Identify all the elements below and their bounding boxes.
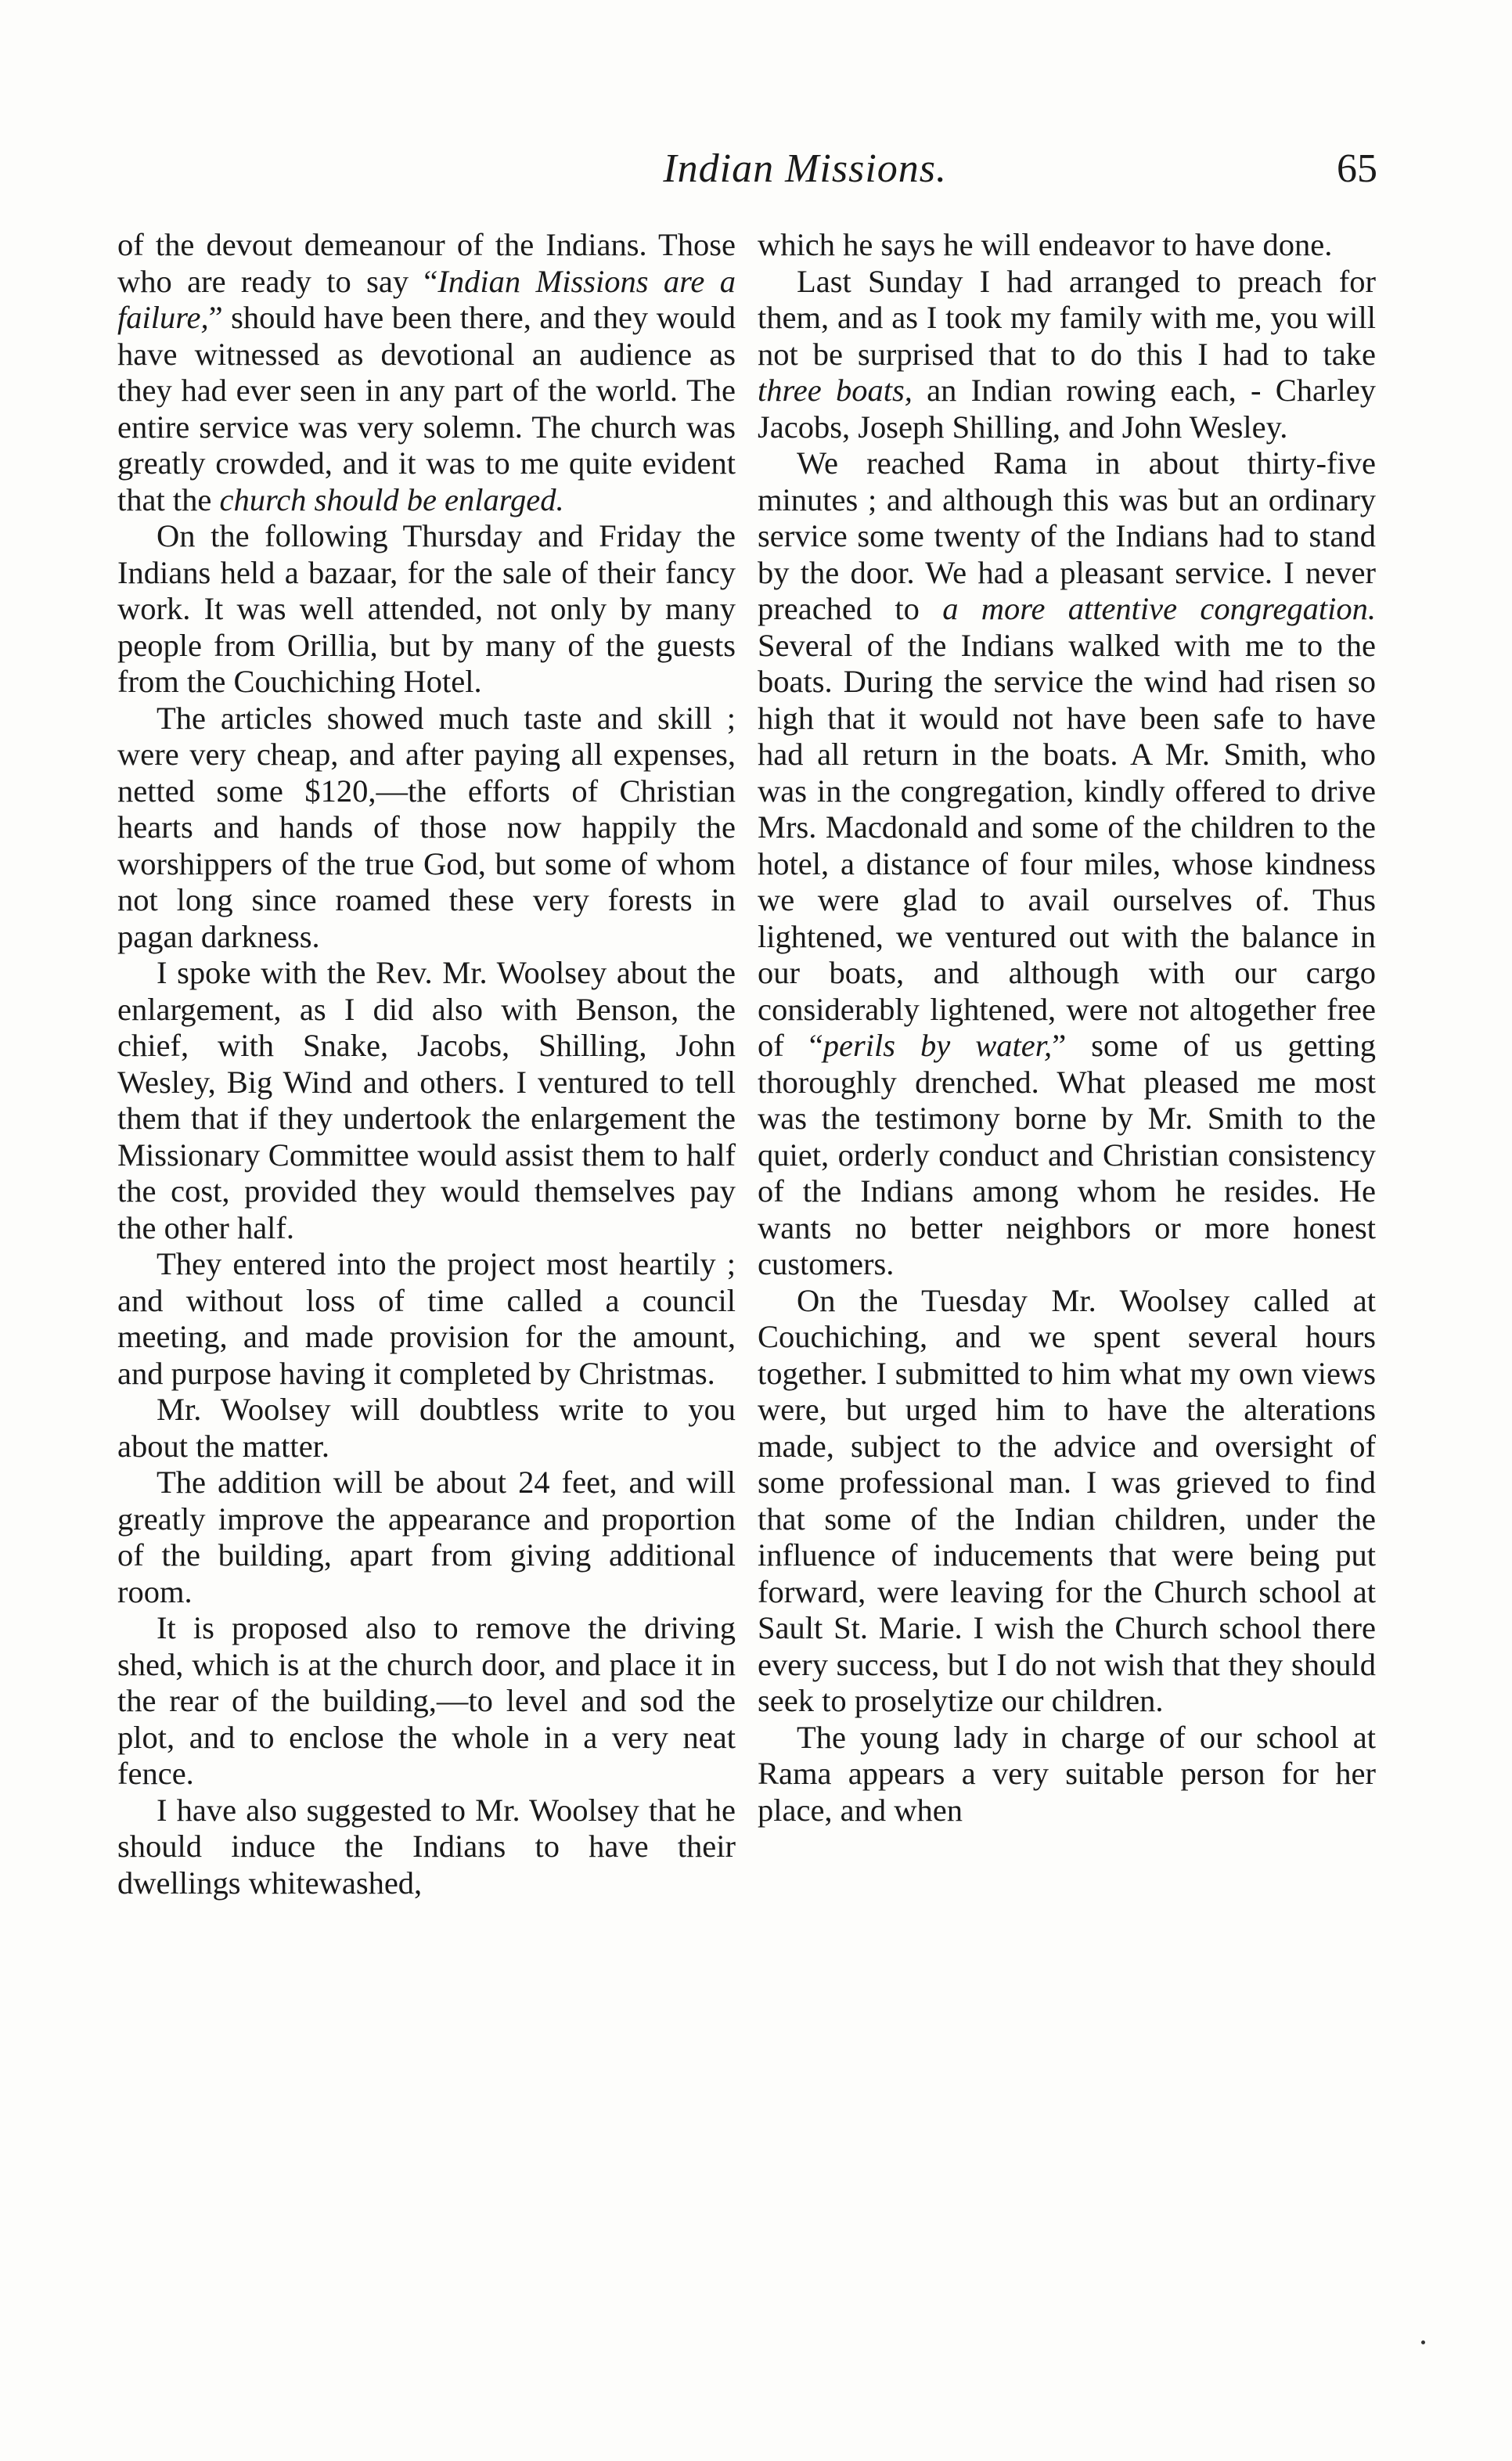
right-paragraph-1: which he says he will endeavor to have done. bbox=[758, 227, 1333, 262]
left-paragraph-5: They entered into the project most heartily ; and without loss of time called a council meeting, and made provision for the amount, and purpose having it completed by Christmas. bbox=[117, 1246, 736, 1391]
right-paragraph-3: We reached Rama in about thirty-five minutes ; and although this was but an ordinary service some twenty of the Indians had to stand by the door. We had a pleasant service. I never preached to a more attentive congregation. Several of the Indians walked with me to the boats. During the service the wind had risen so high that it would not have been safe to have had all return in the boats. A Mr. Smith, who was in the congregation, kindly offered to drive Mrs. Macdonald and some of the children to the hotel, a distance of four miles, whose kindness we were glad to avail ourselves of. Thus lightened, we ventured out with the balance in our boats, and although with our cargo considerably lightened, were not altogether free of “perils by water,” some of us getting thoroughly drenched. What pleased me most was the testimony borne by Mr. Smith to the quiet, orderly conduct and Christian consistency of the Indians among whom he resides. He wants no better neighbors or more honest customers. bbox=[758, 445, 1376, 1281]
left-paragraph-1: of the devout demeanour of the Indians. Those who are ready to say “Indian Missions are a failure,” should have been there, and they would have witnessed as devotional an audience as they had ever seen in any part of the world. The entire service was very solemn. The church was greatly crowded, and it was to me quite evident that the church should be enlarged. bbox=[117, 227, 736, 517]
left-paragraph-7: The addition will be about 24 feet, and will greatly improve the appearance and proportion of the building, apart from giving additional room. bbox=[117, 1465, 736, 1609]
left-column bbox=[117, 227, 736, 1901]
left-paragraph-4: I spoke with the Rev. Mr. Woolsey about the enlargement, as I did also with Benson, the chief, with Snake, Jacobs, Shilling, John Wesley, Big Wind and others. I ventured to tell them that if they undertook the enlargement the Missionary Committee would assist them to half the cost, provided they would themselves pay the other half. bbox=[117, 955, 736, 1245]
italic-phrase: three boats, bbox=[758, 373, 913, 408]
page-number: 65 bbox=[1337, 146, 1377, 191]
italic-phrase: Indian Missions are a failure, bbox=[117, 263, 736, 335]
right-column bbox=[758, 227, 1376, 1829]
page-header bbox=[117, 138, 1377, 200]
left-paragraph-3: The articles showed much taste and skill ; were very cheap, and after paying all expenses, netted some $120,—the efforts of Christian hearts and hands of those now happily the worshippers of the true God, but some of whom not long since roamed these very forests in pagan darkness. bbox=[117, 700, 736, 954]
italic-phrase: church should be enlarged. bbox=[219, 481, 564, 517]
italic-phrase: perils by water, bbox=[823, 1028, 1053, 1063]
running-title: Indian Missions. bbox=[663, 146, 947, 191]
italic-phrase: a more attentive congregation. bbox=[942, 591, 1376, 626]
right-paragraph-4: On the Tuesday Mr. Woolsey called at Couchiching, and we spent several hours together. I submitted to him what my own views were, but urged him to have the alterations made, subject to the advice and oversight of some professional man. I was grieved to find that some of the Indian children, under the influence of inducements that were being put forward, were leaving for the Church school at Sault St. Marie. I wish the Church school there every success, but I do not wish that they should seek to proselytize our children. bbox=[758, 1282, 1376, 1718]
left-paragraph-9: I have also suggested to Mr. Woolsey that he should induce the Indians to have their dwellings whitewashed, bbox=[117, 1792, 736, 1901]
right-paragraph-2: Last Sunday I had arranged to preach for them, and as I took my family with me, you will not be surprised that to do this I had to take three boats, an Indian rowing each, - Charley Jacobs, Joseph Shilling, and John Wesley. bbox=[758, 263, 1376, 445]
ink-speck bbox=[1421, 2340, 1425, 2344]
left-paragraph-8: It is proposed also to remove the driving shed, which is at the church door, and place it in the rear of the building,—to level and sod the plot, and to enclose the whole in a very neat fence. bbox=[117, 1610, 736, 1791]
left-paragraph-6: Mr. Woolsey will doubtless write to you about the matter. bbox=[117, 1392, 736, 1464]
right-paragraph-5: The young lady in charge of our school at Rama appears a very suitable person for her place, and when bbox=[758, 1719, 1376, 1828]
left-paragraph-2: On the following Thursday and Friday the Indians held a bazaar, for the sale of their fancy work. It was well attended, not only by many people from Orillia, but by many of the guests from the Couchiching Hotel. bbox=[117, 518, 736, 699]
